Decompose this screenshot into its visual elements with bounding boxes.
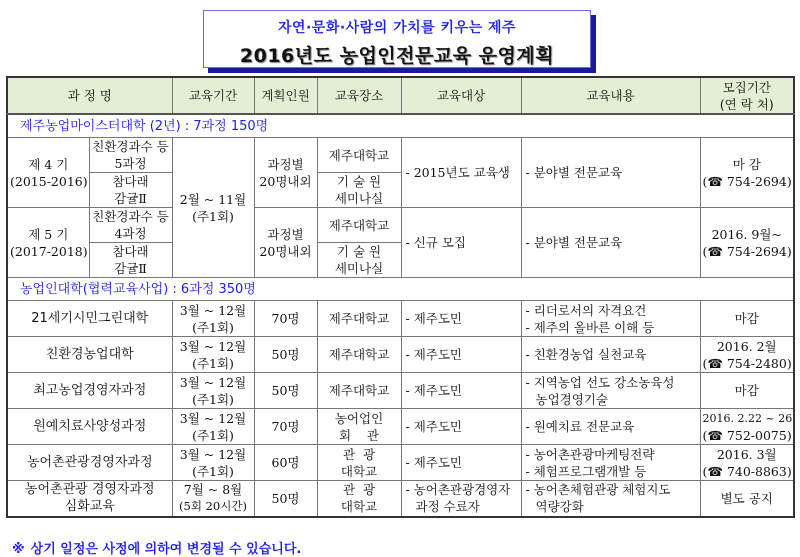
table-row [7,138,794,173]
target: - 제주도민 [401,373,521,409]
page-subtitle: 자연·문화·사람의 가치를 키우는 제주 [277,20,517,36]
place: 제주대학교 [317,373,401,409]
place: 관 광 대학교 [317,445,401,481]
table-row [7,208,794,243]
recruit: 2016. 3월 (☎ 740-8863) [700,445,794,481]
place: 제주대학교 [317,138,401,173]
period: 7월 ~ 8월 (5회 20시간) [172,481,254,517]
target: - 제주도민 [401,445,521,481]
section-row [7,278,794,301]
target: - 신규 모집 [401,208,521,278]
col-header-headcount: 계획인원 [254,77,317,114]
headcount: 60명 [254,445,317,481]
recruit: 마감 [700,373,794,409]
recruit: 2016. 2.22 ~ 26 (☎ 752-0075) [700,409,794,445]
table-row [7,409,794,445]
content: - 리더로서의 자격요건 - 제주의 올바른 이해 등 [521,301,700,337]
col-header-period: 교육기간 [172,77,254,114]
table-row [7,373,794,409]
cohort-name: 제 5 기 (2017-2018) [7,208,89,278]
target: - 제주도민 [401,301,521,337]
headcount: 50명 [254,373,317,409]
period: 3월 ~ 12월 (주1회) [172,337,254,373]
table-row [7,481,794,517]
table-row [7,445,794,481]
content: - 원예치료 전문교육 [521,409,700,445]
section-row [7,114,794,138]
phone-contact: (☎ 740-8863) [702,463,792,479]
headcount: 70명 [254,301,317,337]
place: 제주대학교 [317,208,401,243]
course-name: 참다래 감귤Ⅱ [89,173,172,208]
place: 기 술 원 세미나실 [317,243,401,278]
phone-contact: (☎ 752-0075) [702,427,792,443]
content: - 농어촌관광마케팅전략 - 체험프로그램개발 등 [521,445,700,481]
place: 제주대학교 [317,301,401,337]
place: 기 술 원 세미나실 [317,173,401,208]
period: 2월 ~ 11월 (주1회) [172,138,254,278]
recruit: 마 감 (☎ 754-2694) [700,138,794,208]
course-name: 농어촌관광 경영자과정 심화교육 [7,481,172,517]
course-name: 원예치료사양성과정 [7,409,172,445]
recruit: 별도 공지 [700,481,794,517]
table-row [7,337,794,373]
headcount: 과정별 20명내외 [254,138,317,208]
section-title: 농업인대학(협력교육사업) : 6과정 350명 [7,278,794,301]
footer-note-text: 상기 일정은 사정에 의하여 변경될 수 있습니다. [30,542,302,557]
phone-contact: (☎ 754-2694) [702,173,792,189]
col-header-place: 교육장소 [317,77,401,114]
period: 3월 ~ 12월 (주1회) [172,373,254,409]
phone-contact: (☎ 754-2480) [702,355,792,371]
course-name: 최고농업경영자과정 [7,373,172,409]
period: 3월 ~ 12월 (주1회) [172,409,254,445]
recruit: 2016. 9월~ (☎ 754-2694) [700,208,794,278]
education-plan-table [6,76,795,518]
place: 관 광 대학교 [317,481,401,517]
content: - 농어촌체험관광 체험지도 역량강화 [521,481,700,517]
course-name: 친환경농업대학 [7,337,172,373]
place: 제주대학교 [317,337,401,373]
content: - 분야별 전문교육 [521,138,700,208]
course-name: 참다래 감귤Ⅱ [89,243,172,278]
target: - 제주도민 [401,409,521,445]
period: 3월 ~ 12월 (주1회) [172,301,254,337]
table-header-row [7,77,794,114]
course-name: 친환경과수 등 5과정 [89,138,172,173]
period: 3월 ~ 12월 (주1회) [172,445,254,481]
headcount: 50명 [254,481,317,517]
headcount: 70명 [254,409,317,445]
target: - 농어촌관광경영자 과정 수료자 [401,481,521,517]
phone-contact: (☎ 754-2694) [702,243,792,259]
col-header-content: 교육내용 [521,77,700,114]
content: - 친환경농업 실천교육 [521,337,700,373]
section-title: 제주농업마이스터대학 (2년) : 7과정 150명 [7,114,794,138]
table-row [7,301,794,337]
cohort-name: 제 4 기 (2015-2016) [7,138,89,208]
headcount: 과정별 20명내외 [254,208,317,278]
content: - 분야별 전문교육 [521,208,700,278]
course-name: 농어촌관광경영자과정 [7,445,172,481]
course-name: 21세기시민그린대학 [7,301,172,337]
content: - 지역농업 선도 강소농육성 농업경영기술 [521,373,700,409]
place: 농어업인 회 관 [317,409,401,445]
headcount: 50명 [254,337,317,373]
footer-note [12,538,301,557]
target: - 제주도민 [401,337,521,373]
col-header-target: 교육대상 [401,77,521,114]
col-header-recruit: 모집기간 (연 락 처) [700,77,794,114]
recruit: 2016. 2월 (☎ 754-2480) [700,337,794,373]
course-name: 친환경과수 등 4과정 [89,208,172,243]
reference-mark-icon: ※ [12,542,25,557]
recruit: 마감 [700,301,794,337]
col-header-course: 과 정 명 [7,77,172,114]
target: - 2015년도 교육생 [401,138,521,208]
title-box [203,10,591,68]
page-title: 2016년도 농업인전문교육 운영계획 [239,45,555,67]
